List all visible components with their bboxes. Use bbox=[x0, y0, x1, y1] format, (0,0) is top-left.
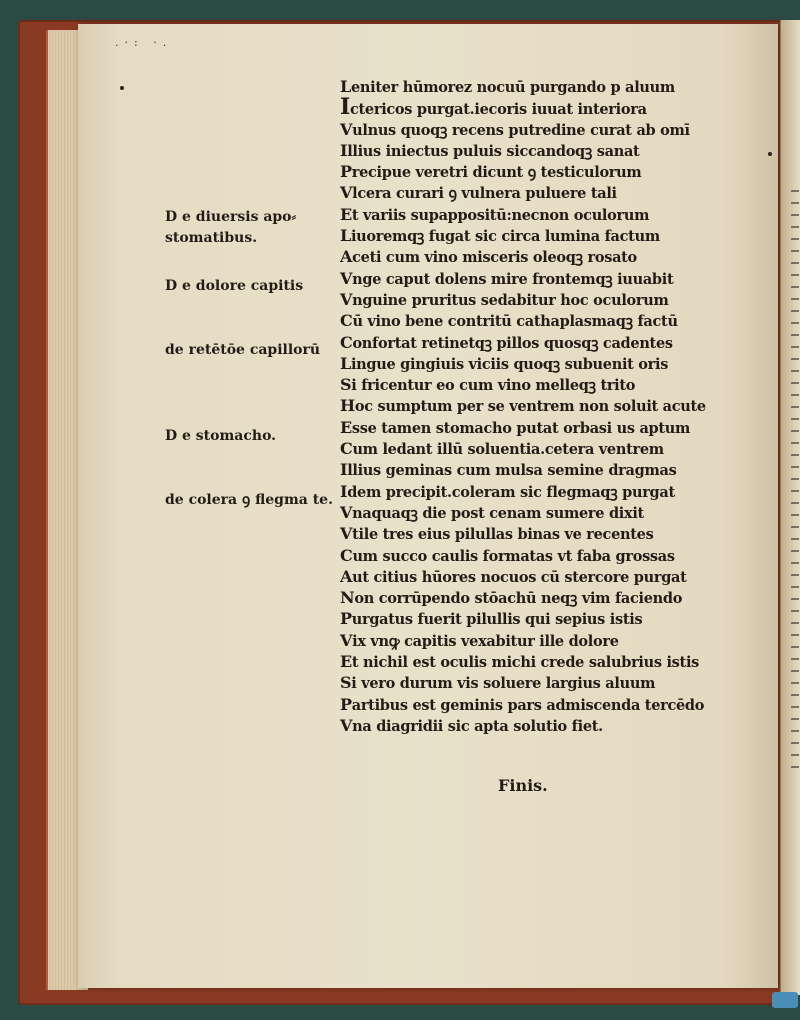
verse-line: Illius geminas cum mulsa semine dragmas bbox=[340, 460, 677, 480]
verse-line: Vix vnꝙ capitis vexabitur ille dolore bbox=[340, 630, 619, 650]
verse-line: Vtile tres eius pilullas binas ve recentes bbox=[340, 524, 654, 544]
verse-text-block bbox=[340, 76, 740, 736]
verse-line: Lingue gingiuis viciis quoqꝫ subuenit oris bbox=[340, 353, 669, 373]
margin-gloss-apostematibus: D e diuersis apo⸗ stomatibus. bbox=[165, 209, 297, 246]
margin-gloss-dolore-capitis: D e dolore capitis bbox=[165, 278, 304, 294]
page-top-marks: .·: ·. bbox=[115, 36, 173, 49]
verse-line: Esse tamen stomacho putat orbasi us aptum bbox=[340, 417, 691, 437]
verse-line: Idem precipit.coleram sic flegmaqꝫ purgat bbox=[340, 481, 675, 501]
verse-line: Purgatus fuerit pilullis qui sepius istis bbox=[340, 609, 643, 629]
verse-line: Aceti cum vino misceris oleoqꝫ rosato bbox=[340, 247, 637, 267]
verse-line: Liuoremqꝫ fugat sic circa lumina factum bbox=[340, 226, 660, 246]
verse-line: Vnge caput dolens mire frontemqꝫ iuuabit bbox=[340, 268, 674, 288]
verse-line: Partibus est geminis pars admiscenda tercēdo bbox=[340, 694, 705, 714]
verse-line: Vnguine pruritus sedabitur hoc oculorum bbox=[340, 289, 669, 309]
ink-dot bbox=[768, 152, 772, 156]
verse-line: Et nichil est oculis michi crede salubrius istis bbox=[340, 652, 700, 672]
ink-dot bbox=[120, 86, 124, 90]
verse-line: Cum ledant illū soluentia.cetera ventrem bbox=[340, 439, 664, 459]
verse-line: Et variis supappositū:necnon oculorum bbox=[340, 204, 650, 224]
finis-colophon: Finis. bbox=[498, 776, 548, 795]
verse-line: Non corrūpendo stōachū neqꝫ vim faciendo bbox=[340, 588, 683, 608]
verse-line: Si fricentur eo cum vino melleqꝫ trito bbox=[340, 375, 636, 395]
verse-line: Vna diagridii sic apta solutio fiet. bbox=[340, 715, 603, 735]
verse-line: Vulnus quoqꝫ recens putredine curat ab omī bbox=[340, 119, 690, 139]
verse-line: Vnaquaqꝫ die post cenam sumere dixit bbox=[340, 502, 644, 522]
verse-line: Leniter hūmorez nocuū purgando p aluum bbox=[340, 77, 675, 96]
verse-line: Cum succo caulis formatas vt faba grossas bbox=[340, 545, 675, 565]
facing-page-edge bbox=[780, 20, 800, 995]
corner-tab bbox=[772, 992, 798, 1008]
verse-line: Precipue veretri dicunt ꝯ testiculorum bbox=[340, 162, 642, 182]
verse-line: Ictericos purgat.iecoris iuuat interiora bbox=[340, 94, 647, 121]
verse-line: Confortat retinetqꝫ pillos quosqꝫ cadentes bbox=[340, 332, 673, 352]
margin-gloss-stomacho: D e stomacho. bbox=[165, 428, 277, 444]
margin-gloss-capillorum: de retētōe capillorū bbox=[165, 342, 321, 358]
verse-line: Aut citius hūores nocuos cū stercore purgat bbox=[340, 566, 687, 586]
margin-gloss-colera: de colera ꝯ flegma te. bbox=[165, 492, 333, 508]
verse-line: Si vero durum vis soluere largius aluum bbox=[340, 673, 656, 693]
verse-line: Illius iniectus puluis siccandoqꝫ sanat bbox=[340, 140, 640, 160]
verse-line: Cū vino bene contritū cathaplasmaqꝫ factū bbox=[340, 311, 678, 331]
verse-line: Hoc sumptum per se ventrem non soluit acute bbox=[340, 396, 706, 416]
verse-line: Vlcera curari ꝯ vulnera puluere tali bbox=[340, 183, 617, 203]
